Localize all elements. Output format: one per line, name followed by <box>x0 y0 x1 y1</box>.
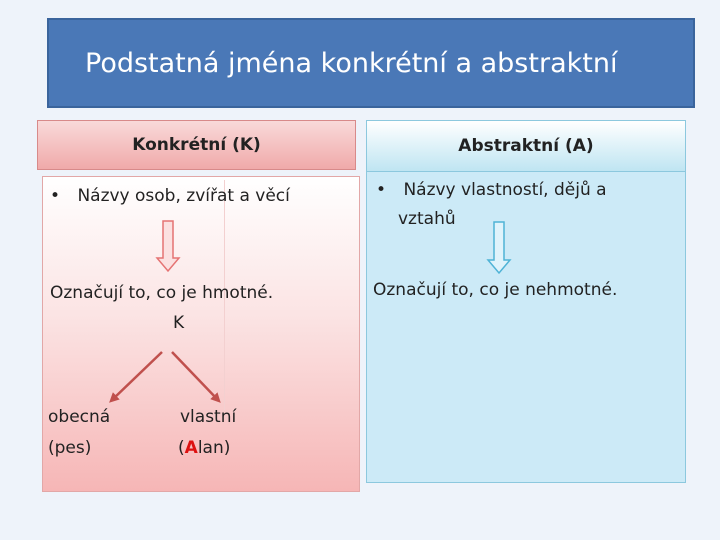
branch-vlastni-highlight: A <box>184 438 198 458</box>
branch-left-arrow-icon <box>112 352 162 400</box>
branch-vlastni-word: vlastní <box>180 407 237 427</box>
branch-obecna-example: (pes) <box>48 438 92 458</box>
abstraktni-meaning: Označují to, co je nehmotné. <box>373 280 618 300</box>
branch-obecna-word: obecná <box>48 407 111 427</box>
konkretni-meaning: Označují to, co je hmotné. <box>50 283 274 303</box>
slide-title: Podstatná jména konkrétní a abstraktní <box>85 47 618 79</box>
abstraktni-bullet-text: Názvy vlastností, dějů a <box>403 180 607 200</box>
konkretni-down-arrow-icon <box>157 221 179 271</box>
branch-vlastni-open: ( <box>178 438 185 458</box>
abstraktni-header-label: Abstraktní (A) <box>458 136 594 156</box>
branch-vlastni-rest: lan) <box>197 438 231 458</box>
abstraktni-down-arrow-icon <box>488 222 510 273</box>
konkretni-header-label: Konkrétní (K) <box>132 135 261 155</box>
konkretni-bullet-text: Názvy osob, zvířat a věcí <box>77 186 290 206</box>
branch-right-arrow-icon <box>172 352 218 400</box>
konkretni-code: K <box>173 313 185 333</box>
abstraktni-bullet-line2: vztahů <box>398 209 456 229</box>
